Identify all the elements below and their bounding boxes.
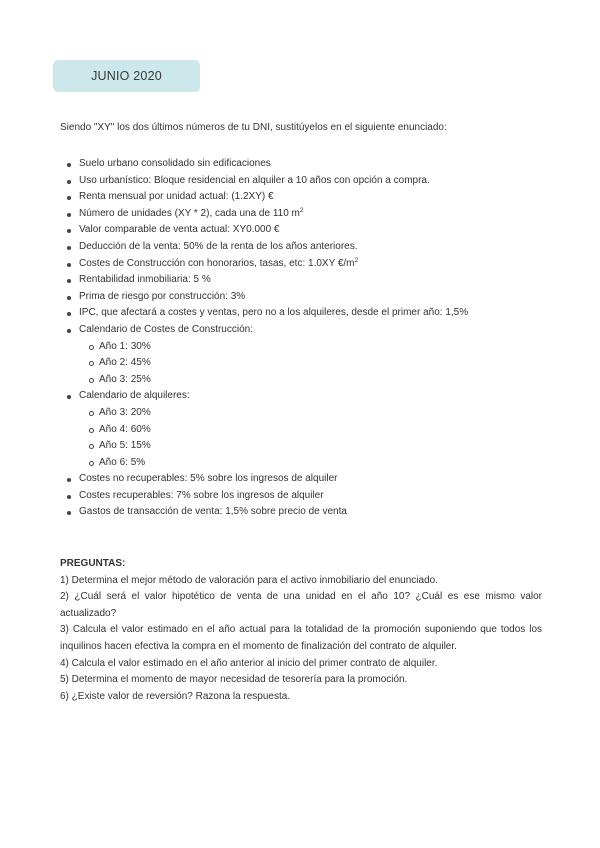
data-list bbox=[60, 156, 560, 521]
list-item: Calendario de Costes de Construcción: Año 1: 30% Año 2: 45% Año 3: 25% bbox=[60, 322, 560, 388]
list-item: Prima de riesgo por construcción: 3% bbox=[60, 289, 560, 306]
sub-list-item: Año 4: 60% bbox=[79, 422, 560, 439]
list-item: Renta mensual por unidad actual: (1.2XY) € bbox=[60, 189, 560, 206]
sub-list-item: Año 3: 20% bbox=[79, 405, 560, 422]
list-item: Rentabilidad inmobiliaria: 5 % bbox=[60, 272, 560, 289]
intro-text: Siendo "XY" los dos últimos números de tu DNI, sustitúyelos en el siguiente enunciado: bbox=[60, 122, 447, 133]
question-item: 1) Determina el mejor método de valoración para el activo inmobiliario del enunciado. bbox=[60, 574, 438, 586]
list-item: Número de unidades (XY * 2), cada una de 110 $m^2$ bbox=[60, 206, 560, 223]
question-item: 5) Determina el momento de mayor necesidad de tesorería para la promoción. bbox=[60, 674, 408, 686]
list-item: Valor comparable de venta actual: XY0.000 € bbox=[60, 222, 560, 239]
question-item: 3) Calcula el valor estimado en el año actual para la totalidad de la promoción suponiendo que todos los inquilinos hacen efectiva la compra en el momento de finalización del contrato de alquiler. bbox=[60, 624, 542, 652]
question-item: 4) Calcula el valor estimado en el año anterior al inicio del primer contrato de alquiler. bbox=[60, 657, 438, 669]
list-item: Calendario de alquileres: Año 3: 20% Año 4: 60% Año 5: 15% Año 6: 5% bbox=[60, 388, 560, 471]
sub-list-item: Año 1: 30% bbox=[79, 339, 560, 356]
list-item: Suelo urbano consolidado sin edificaciones bbox=[60, 156, 560, 173]
sub-list-item: Año 5: 15% bbox=[79, 438, 560, 455]
list-item: Gastos de transacción de venta: 1,5% sobre precio de venta bbox=[60, 504, 560, 521]
questions-section bbox=[60, 556, 542, 705]
question-item: 6) ¿Existe valor de reversión? Razona la respuesta. bbox=[60, 690, 291, 702]
construction-schedule bbox=[79, 339, 560, 389]
list-item: Costes recuperables: 7% sobre los ingresos de alquiler bbox=[60, 488, 560, 505]
list-item: Deducción de la venta: 50% de la renta de los años anteriores. bbox=[60, 239, 560, 256]
question-item: 2) ¿Cuál será el valor hipotético de venta de una unidad en el año 10? ¿Cuál es ese mismo valor actualizado? bbox=[60, 591, 542, 619]
sub-list-item: Año 6: 5% bbox=[79, 455, 560, 472]
sub-list-item: Año 3: 25% bbox=[79, 372, 560, 389]
list-item: Uso urbanístico: Bloque residencial en alquiler a 10 años con opción a compra. bbox=[60, 173, 560, 190]
sub-list-item: Año 2: 45% bbox=[79, 355, 560, 372]
list-item: Costes de Construcción con honorarios, tasas, etc: 1.0XY $€/m^2$ bbox=[60, 256, 560, 273]
list-item: Costes no recuperables: 5% sobre los ingresos de alquiler bbox=[60, 471, 560, 488]
list-item: IPC, que afectará a costes y ventas, pero no a los alquileres, desde el primer año: 1,5% bbox=[60, 305, 560, 322]
questions-heading: PREGUNTAS: bbox=[60, 558, 126, 569]
date-badge: JUNIO 2020 bbox=[53, 60, 200, 92]
rental-schedule bbox=[79, 405, 560, 471]
